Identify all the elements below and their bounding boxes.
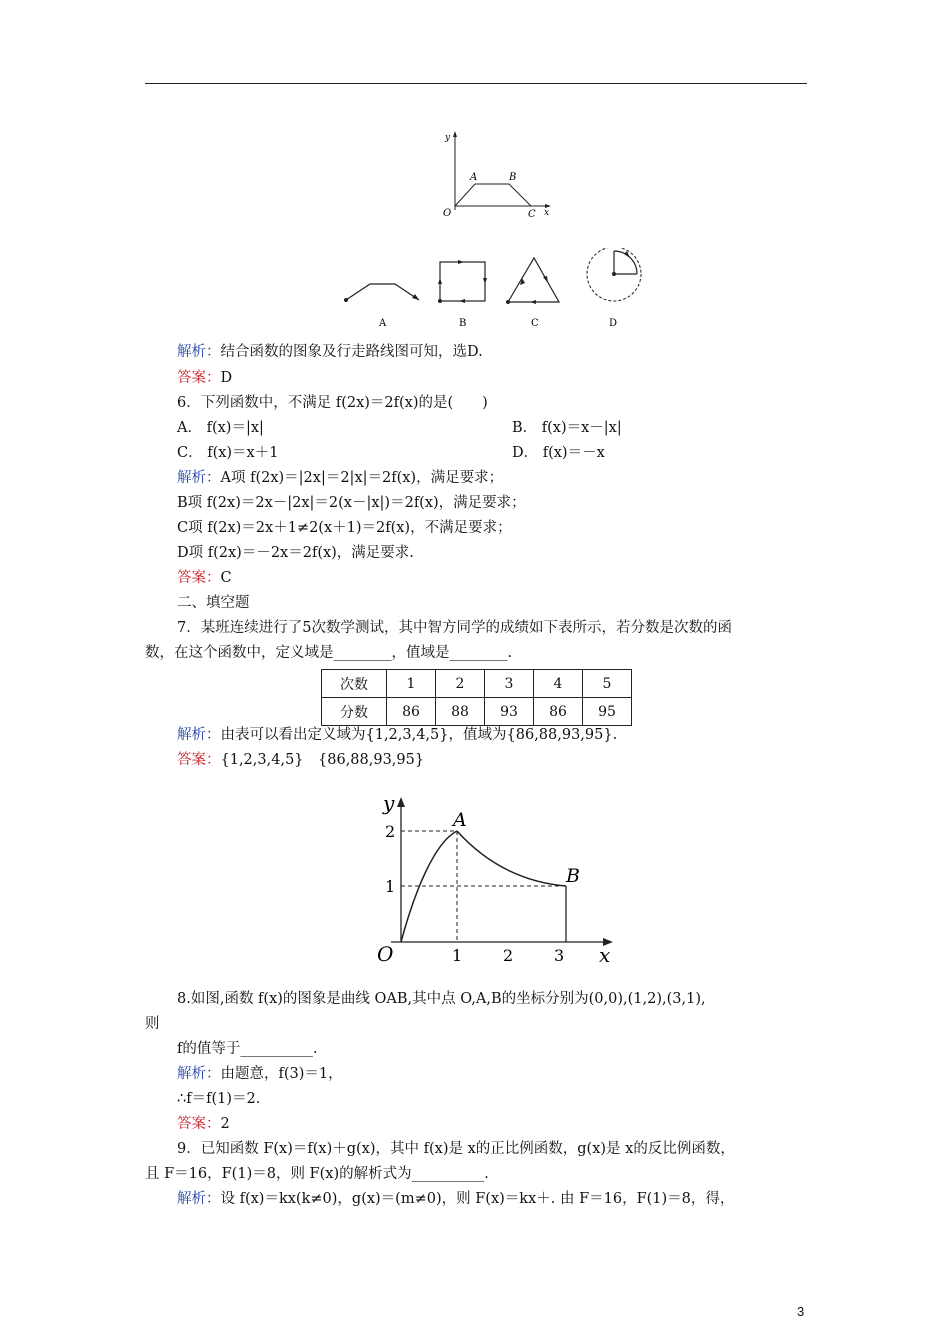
table-cell: 86 [387, 698, 436, 726]
q8-answer [177, 1115, 230, 1133]
q9-analysis [177, 1190, 734, 1208]
q7-answer-text: {1,2,3,4,5} {86,88,93,95} [220, 752, 425, 768]
route-d-label: D [609, 318, 618, 329]
q6-answer [177, 569, 232, 587]
q7-stem-1: 7．某班连续进行了5次数学测试，其中智方同学的成绩如下表所示，若分数是次数的函 [177, 620, 732, 636]
q9-analysis-label: 解析： [177, 1191, 221, 1207]
table-cell: 分数 [322, 698, 387, 726]
table-cell: 95 [583, 698, 632, 726]
table-cell: 5 [583, 670, 632, 698]
q8-answer-text: 2 [220, 1116, 230, 1132]
q6-answer-text: C [220, 570, 232, 586]
q6-answer-label: 答案： [177, 570, 221, 586]
fig1-label-o: O [443, 208, 452, 219]
section-heading: 二、填空题 [177, 595, 250, 611]
q6-option-c: C． f(x)＝x＋1 [177, 445, 279, 461]
fig1-label-c: C [528, 209, 536, 220]
q6-analysis-1 [177, 469, 503, 487]
q5-answer [177, 369, 232, 387]
table-cell: 3 [485, 670, 534, 698]
q9-analysis-text: 设 f(x)＝kx(k≠0)，g(x)＝(m≠0)，则 F(x)＝kx＋. 由 F＝16，F(1)＝8，得， [220, 1191, 735, 1207]
q7-analysis-text: 由表可以看出定义域为{1,2,3,4,5}，值域为{86,88,93,95}. [220, 727, 618, 743]
q9-stem-1: 9．已知函数 F(x)＝f(x)＋g(x)，其中 f(x)是 x的正比例函数，g(x)是 x的反比例函数， [177, 1141, 735, 1157]
page-number: 3 [797, 1304, 805, 1319]
q6-option-a: A． f(x)＝|x| [177, 420, 264, 436]
q6-option-b: B． f(x)＝x－|x| [512, 420, 622, 436]
q6-stem: 6．下列函数中，不满足 f(2x)＝2f(x)的是( ) [177, 395, 488, 411]
table-row [322, 698, 632, 726]
tick-x-1: 1 [452, 946, 463, 965]
q6-option-d: D． f(x)＝－x [512, 445, 605, 461]
route-c-label: C [531, 318, 539, 329]
route-options-figure [338, 248, 648, 332]
route-a [344, 284, 419, 329]
tick-x-2: 2 [503, 946, 514, 965]
q5-answer-label: 答案： [177, 370, 221, 386]
q8-stem-2: 则 [145, 1016, 160, 1032]
graph-label-a: A [453, 809, 467, 831]
fig1-label-b: B [509, 172, 517, 183]
q8-analysis-1 [177, 1065, 343, 1083]
function-graph-figure [355, 790, 620, 970]
fig1-label-a: A [470, 172, 478, 183]
q8-analysis-label: 解析： [177, 1066, 221, 1082]
table-cell: 4 [534, 670, 583, 698]
q5-analysis [177, 343, 483, 361]
q8-stem-3: f的值等于__________. [177, 1041, 318, 1057]
tick-y-2: 2 [385, 822, 396, 841]
q6-analysis-4: D项 f(2x)＝－2x＝2f(x)，满足要求. [177, 545, 414, 561]
header-rule [145, 83, 807, 84]
table-cell: 2 [436, 670, 485, 698]
path-graph-figure [425, 128, 565, 223]
table-row [322, 670, 632, 698]
tick-y-1: 1 [385, 877, 396, 896]
fig1-label-y: y [445, 133, 451, 143]
q5-answer-text: D [220, 370, 233, 386]
q8-analysis-1-text: 由题意，f(3)＝1， [220, 1066, 343, 1082]
q7-analysis-label: 解析： [177, 727, 221, 743]
q7-stem-2: 数，在这个函数中，定义域是________，值域是________. [145, 645, 513, 661]
q7-answer [177, 751, 424, 769]
graph-label-x: x [599, 943, 611, 967]
route-a-label: A [379, 318, 387, 329]
q7-analysis [177, 726, 617, 744]
tick-x-3: 3 [554, 946, 565, 965]
fig1-trapezoid [455, 184, 531, 206]
q8-stem-1: 8.如图,函数 f(x)的图象是曲线 OAB,其中点 O,A,B的坐标分别为(0,0),(1,2),(3,1), [177, 991, 706, 1007]
table-cell: 86 [534, 698, 583, 726]
table-cell: 次数 [322, 670, 387, 698]
q5-analysis-label: 解析： [177, 344, 221, 360]
q7-answer-label: 答案： [177, 752, 221, 768]
q8-answer-label: 答案： [177, 1116, 221, 1132]
curve-ab [457, 831, 566, 886]
graph-y-arrow [397, 797, 405, 807]
route-d [587, 248, 641, 329]
q5-analysis-text: 结合函数的图象及行走路线图可知，选D. [220, 344, 483, 360]
graph-label-b: B [566, 865, 580, 887]
scores-table [321, 669, 632, 726]
table-cell: 88 [436, 698, 485, 726]
q6-analysis-label: 解析： [177, 470, 221, 486]
route-b-label: B [459, 318, 467, 329]
table-cell: 1 [387, 670, 436, 698]
q6-analysis-3: C项 f(2x)＝2x＋1≠2(x＋1)＝2f(x)，不满足要求； [177, 520, 512, 536]
q9-stem-2: 且 F＝16，F(1)＝8，则 F(x)的解析式为__________. [145, 1166, 489, 1182]
graph-label-o: O [377, 942, 394, 966]
table-cell: 93 [485, 698, 534, 726]
route-b [438, 260, 487, 329]
q8-analysis-2: ∴f＝f(1)＝2. [177, 1091, 261, 1107]
fig1-label-x: x [544, 208, 550, 218]
route-c [506, 258, 559, 329]
q6-analysis-2: B项 f(2x)＝2x－|2x|＝2(x－|x|)＝2f(x)，满足要求； [177, 495, 526, 511]
graph-label-y: y [383, 791, 395, 815]
q6-analysis-1-text: A项 f(2x)＝|2x|＝2|x|＝2f(x)，满足要求； [220, 470, 504, 486]
